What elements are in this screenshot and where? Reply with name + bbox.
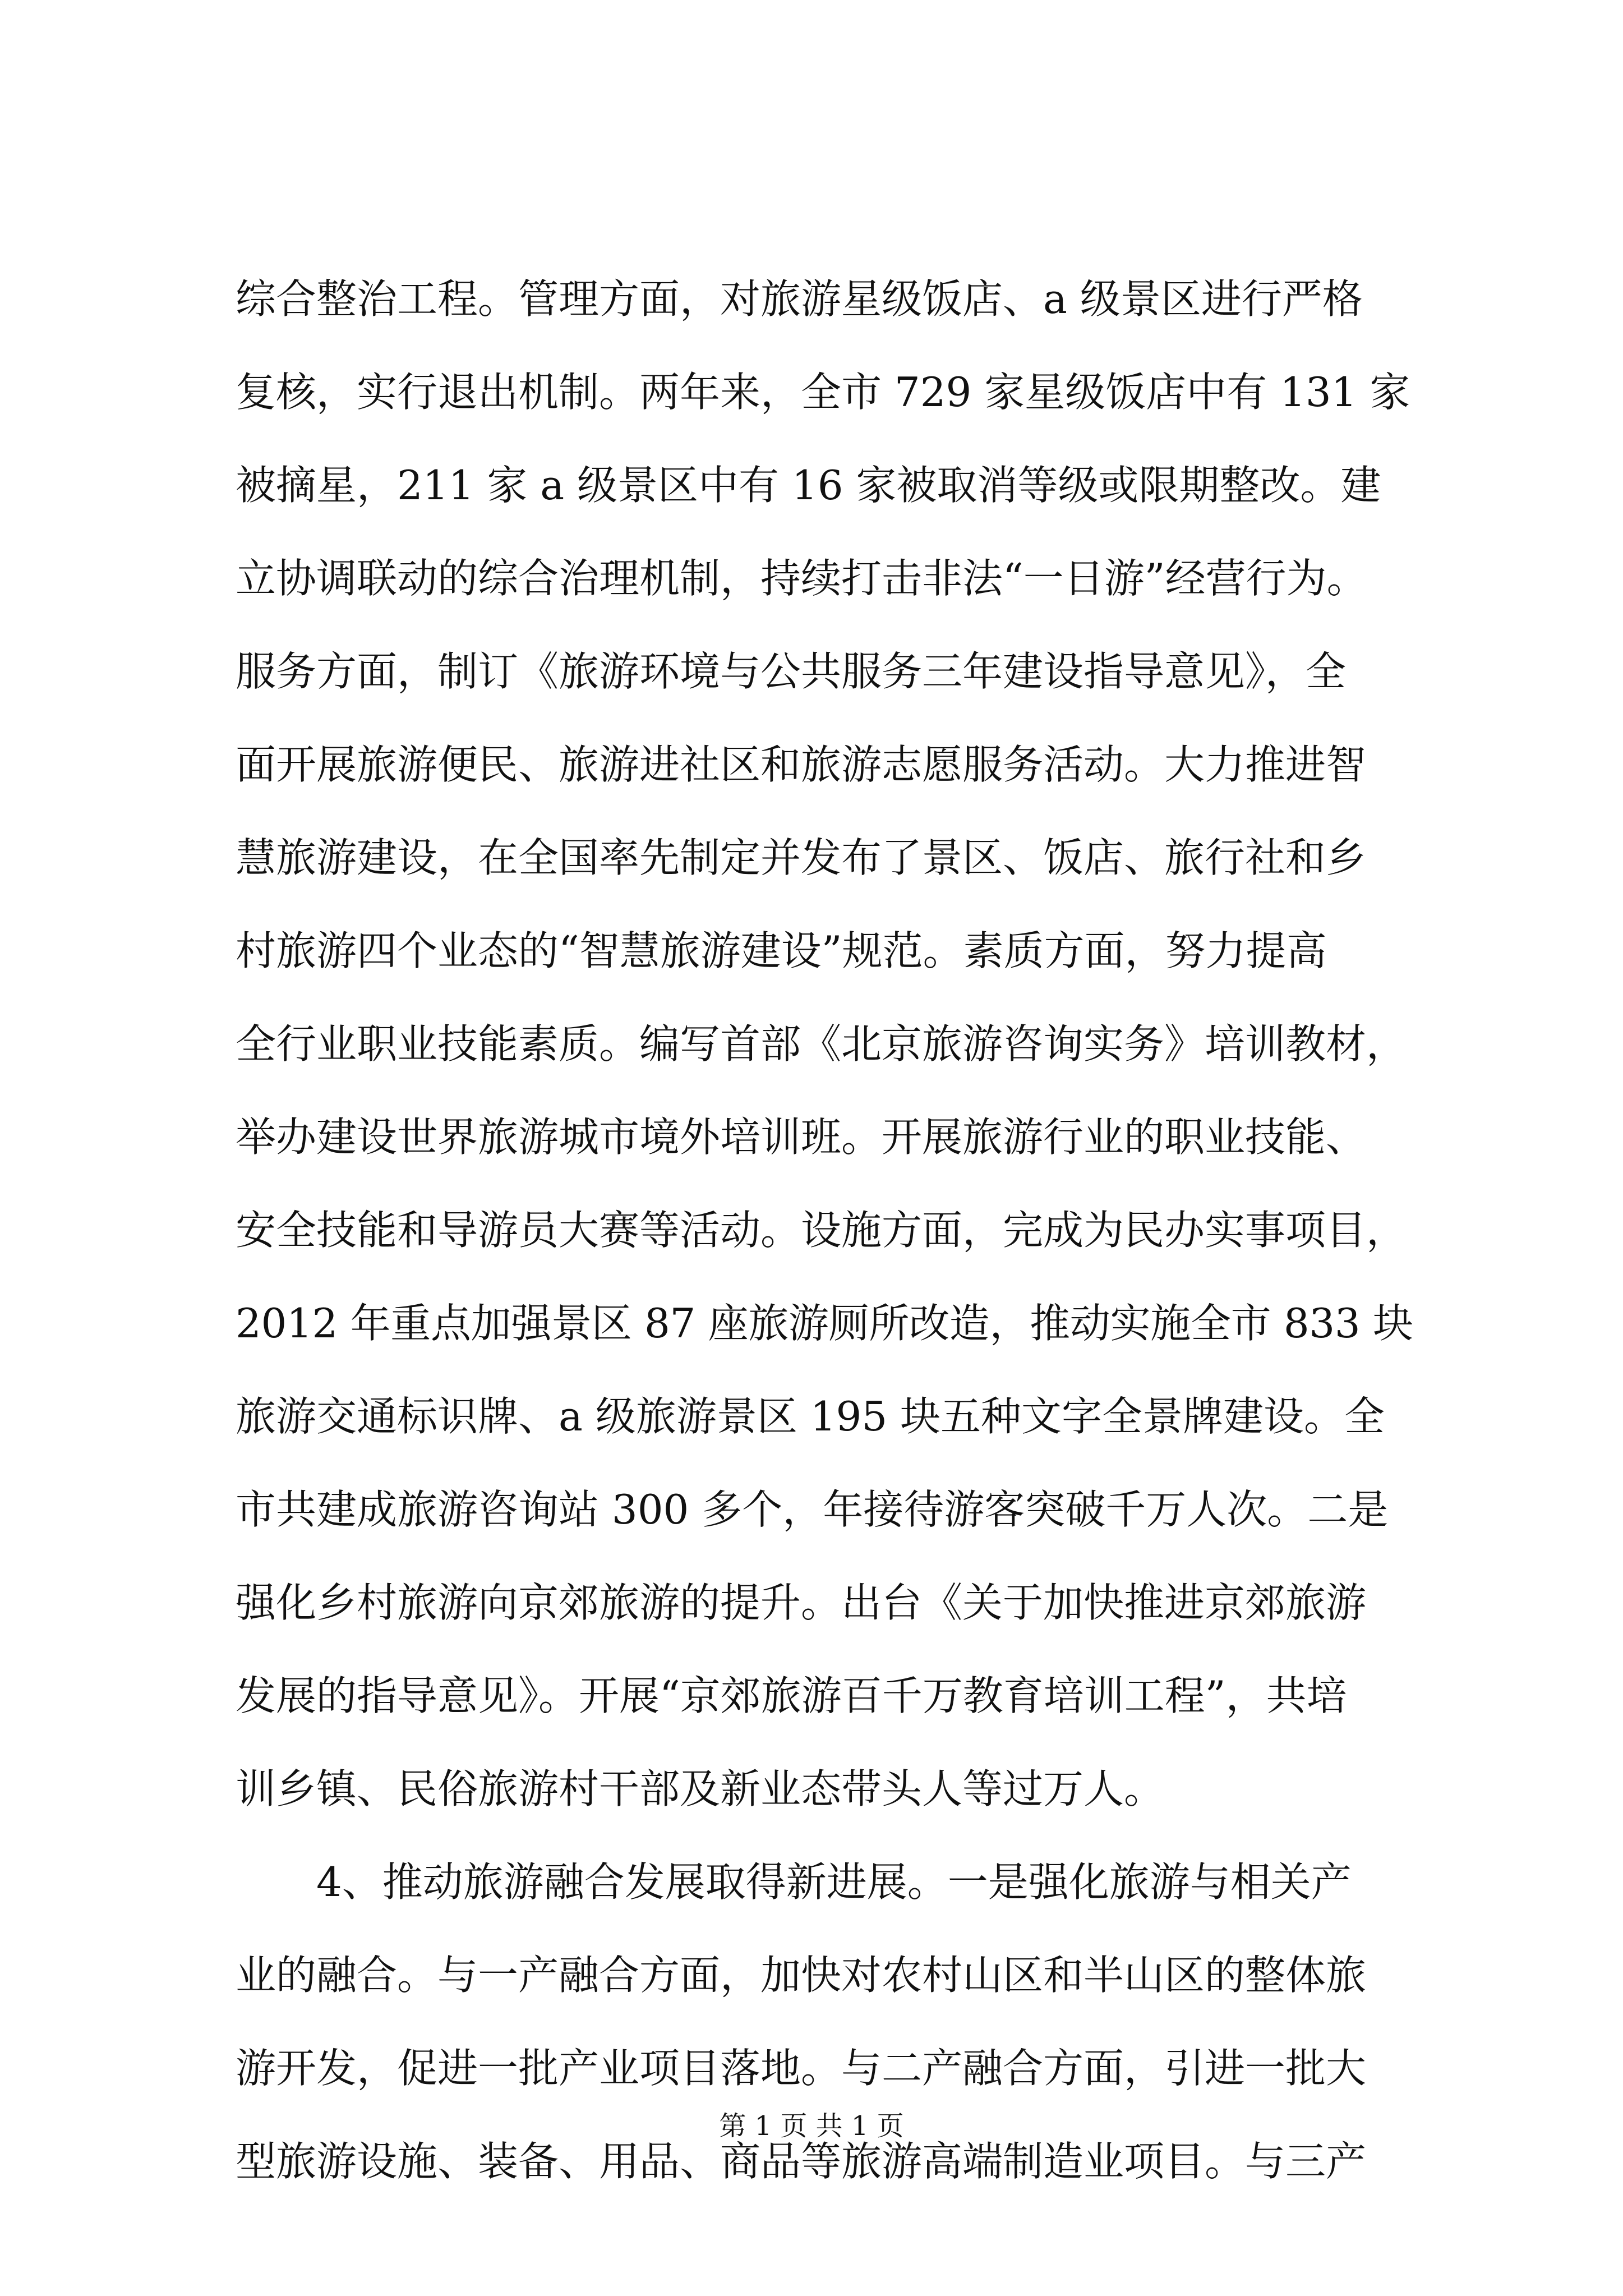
text-line: 村旅游四个业态的“智慧旅游建设”规范。素质方面，努力提高 [236,927,1327,974]
text-line: 安全技能和导游员大赛等活动。设施方面，完成为民办实事项目， [236,1207,1407,1254]
text-line: 综合整治工程。管理方面，对旅游星级饭店、a 级景区进行严格 [236,275,1363,323]
text-line: 举办建设世界旅游城市境外培训班。开展旅游行业的职业技能、 [236,1114,1367,1161]
text-line: 发展的指导意见》。开展“京郊旅游百千万教育培训工程”，共培 [236,1672,1347,1719]
text-line: 型旅游设施、装备、用品、商品等旅游高端制造业项目。与三产 [236,2138,1367,2185]
text-line: 强化乡村旅游向京郊旅游的提升。出台《关于加快推进京郊旅游 [236,1579,1367,1626]
page-number-label: 第 1 页 共 1 页 [719,2110,904,2142]
text-line: 面开展旅游便民、旅游进社区和旅游志愿服务活动。大力推进智 [236,741,1367,788]
text-line: 立协调联动的综合治理机制，持续打击非法“一日游”经营行为。 [236,555,1367,602]
text-line: 2012 年重点加强景区 87 座旅游厕所改造，推动实施全市 833 块 [236,1300,1413,1347]
text-line: 游开发，促进一批产业项目落地。与二产融合方面，引进一批大 [236,2045,1367,2092]
text-line: 服务方面，制订《旅游环境与公共服务三年建设指导意见》，全 [236,648,1347,695]
text-line: 被摘星，211 家 a 级景区中有 16 家被取消等级或限期整改。建 [236,462,1381,509]
text-line: 训乡镇、民俗旅游村干部及新业态带头人等过万人。 [236,1765,1165,1812]
text-line: 复核，实行退出机制。两年来，全市 729 家星级饭店中有 131 家 [236,369,1410,416]
text-line: 全行业职业技能素质。编写首部《北京旅游咨询实务》培训教材， [236,1020,1407,1068]
text-line: 业的融合。与一产融合方面，加快对农村山区和半山区的整体旅 [236,1952,1367,1999]
paragraph-start-line: 4、推动旅游融合发展取得新进展。一是强化旅游与相关产 [316,1858,1352,1906]
document-body [236,252,1413,2208]
text-line: 慧旅游建设，在全国率先制定并发布了景区、饭店、旅行社和乡 [236,834,1367,881]
page-footer [0,2109,1623,2143]
text-line: 市共建成旅游咨询站 300 多个，年接待游客突破千万人次。二是 [236,1486,1389,1533]
text-line: 旅游交通标识牌、a 级旅游景区 195 块五种文字全景牌建设。全 [236,1393,1385,1440]
